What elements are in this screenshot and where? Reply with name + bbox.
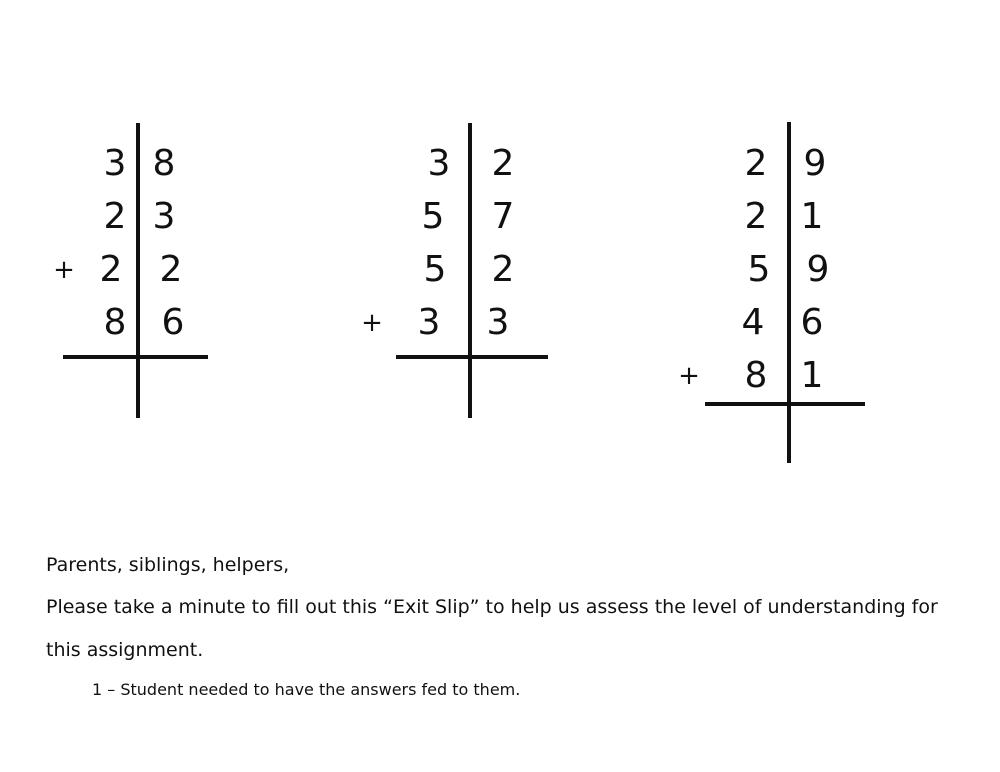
ones-digit: 9 bbox=[803, 143, 827, 184]
ones-digit: 6 bbox=[161, 302, 185, 343]
tens-digit: 2 bbox=[103, 196, 127, 237]
tens-digit: 8 bbox=[103, 302, 127, 343]
answer-line bbox=[705, 402, 865, 406]
addition-problem-2 bbox=[360, 120, 590, 480]
tens-digit: 2 bbox=[99, 249, 123, 290]
tens-digit: 5 bbox=[423, 249, 447, 290]
ones-digit: 1 bbox=[800, 355, 824, 396]
rating-option-1: 1 – Student needed to have the answers fed to them. bbox=[92, 680, 521, 699]
ones-digit: 1 bbox=[800, 196, 824, 237]
plus-sign: + bbox=[678, 361, 700, 391]
addition-problem-3 bbox=[670, 120, 900, 470]
ones-digit: 2 bbox=[491, 143, 515, 184]
plus-sign: + bbox=[361, 308, 383, 338]
answer-line bbox=[396, 355, 548, 359]
greeting-text: Parents, siblings, helpers, bbox=[46, 554, 290, 576]
exit-slip-request-continued: this assignment. bbox=[46, 639, 204, 661]
ones-digit: 6 bbox=[800, 302, 824, 343]
answer-space[interactable] bbox=[63, 360, 208, 418]
answer-space[interactable] bbox=[705, 407, 865, 463]
addition-problem-1 bbox=[50, 120, 280, 480]
answer-line bbox=[63, 355, 208, 359]
tens-digit: 3 bbox=[417, 302, 441, 343]
ones-digit: 2 bbox=[491, 249, 515, 290]
ones-digit: 7 bbox=[491, 196, 515, 237]
answer-space[interactable] bbox=[396, 360, 548, 418]
ones-digit: 3 bbox=[486, 302, 510, 343]
tens-digit: 2 bbox=[744, 143, 768, 184]
ones-digit: 2 bbox=[159, 249, 183, 290]
tens-digit: 8 bbox=[744, 355, 768, 396]
plus-sign: + bbox=[53, 255, 75, 285]
tens-digit: 4 bbox=[741, 302, 765, 343]
tens-digit: 3 bbox=[427, 143, 451, 184]
ones-digit: 9 bbox=[806, 249, 830, 290]
ones-digit: 3 bbox=[152, 196, 176, 237]
exit-slip-request: Please take a minute to fill out this “Exit Slip” to help us assess the level of understanding for bbox=[46, 596, 938, 618]
tens-digit: 2 bbox=[744, 196, 768, 237]
tens-digit: 5 bbox=[421, 196, 445, 237]
tens-digit: 5 bbox=[747, 249, 771, 290]
ones-digit: 8 bbox=[152, 143, 176, 184]
tens-digit: 3 bbox=[103, 143, 127, 184]
